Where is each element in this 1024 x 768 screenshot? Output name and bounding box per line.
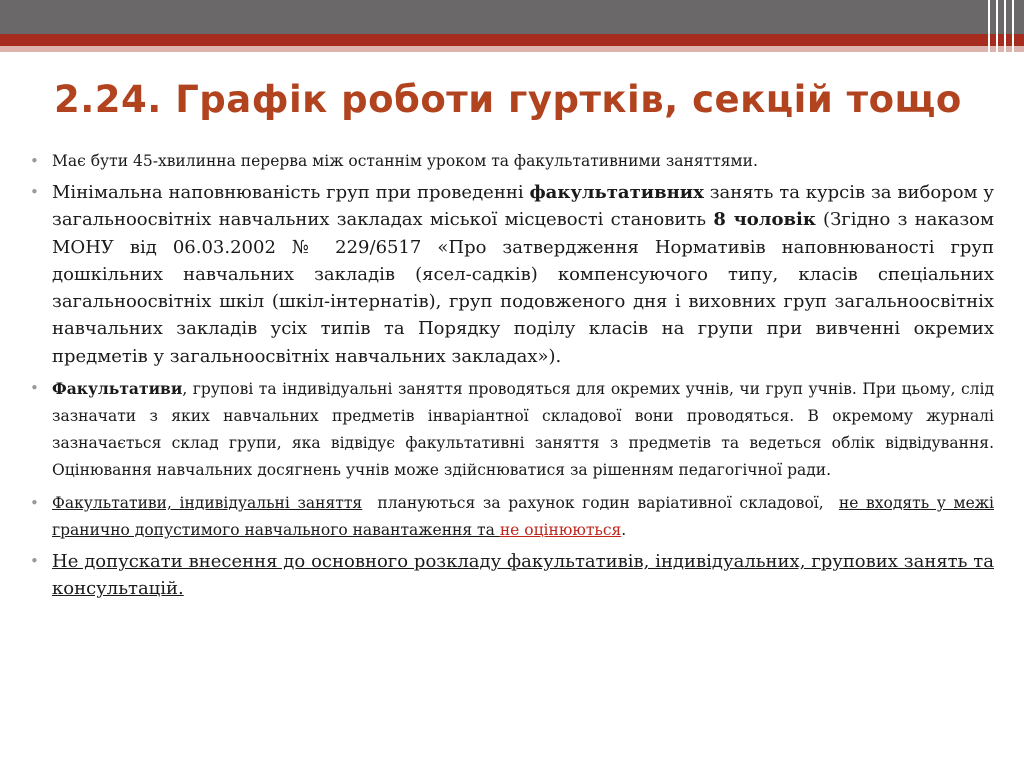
bullet-icon: •	[30, 152, 39, 170]
bullet-text-part: Мінімальна наповнюваність груп при проведенні	[52, 182, 530, 203]
bullet-text-part: .	[621, 521, 627, 540]
bullet-text-part: (Згідно з наказом МОНУ від 06.03.2002 № 229/6517 «Про затвердження Нормативів наповнюваності груп дошкільних навчальних закладів (ясел-садків) компенсуючого типу, класів спеціальних загальноосвітніх шкіл (шкіл-інтернатів), груп подовженого дня і виховних груп загальноосвітніх навчальних закладів усіх типів та Порядку поділу класів на групи при вивченні окремих предметів у загальноосвітніх навчальних закладах»).	[52, 209, 994, 367]
bullet-text-bold: 8 чоловік	[713, 209, 816, 231]
bullet-item-3	[30, 375, 994, 484]
bullet-text-underlined: Факультативи, індивідуальні заняття	[52, 494, 363, 513]
bullet-text: Має бути 45-хвилинна перерва між останнім уроком та факультативними заняттями.	[52, 152, 758, 170]
bullet-text-underlined: Не допускати внесення до основного розкладу факультативів, індивідуальних, групових занять та консультацій.	[52, 551, 994, 600]
bullet-text-part: , групові та індивідуальні заняття проводяться для окремих учнів, чи груп учнів. При цьому, слід зазначати з яких навчальних предметів інваріантної складової вони проводяться. В окремому журналі зазначається склад групи, яка відвідує факультативні заняття з предметів та ведеться облік відвідування. Оцінювання навчальних досягнень учнів може здійснюватися за рішенням педагогічної ради.	[52, 380, 994, 480]
bullet-icon: •	[30, 494, 39, 513]
bullet-text-underlined: не входять у межі гранично допустимого навчального навантаження та	[52, 494, 994, 540]
bullet-text-bold: факультативних	[529, 182, 704, 203]
accent-band	[0, 34, 1024, 46]
bullet-item-4	[30, 490, 994, 544]
bullet-icon: •	[30, 183, 39, 201]
bullet-text-part: плануються за рахунок годин варіативної складової,	[362, 494, 839, 513]
bullet-item-2	[30, 179, 994, 370]
bullet-item-5	[30, 548, 994, 603]
header-band	[0, 0, 1024, 34]
bullet-item-1	[30, 148, 994, 175]
accent-band-light	[0, 46, 1024, 52]
bullet-icon: •	[30, 552, 39, 571]
bullet-text-bold: Факультативи	[52, 379, 183, 399]
bullet-text-highlight: не оцінюються	[499, 521, 622, 540]
decorative-stripes	[988, 0, 1014, 68]
bullet-text-part: занять та курсів за вибором у загальноосвітніх навчальних закладах міської місцевості становить	[52, 182, 994, 231]
bullet-list	[30, 148, 994, 603]
slide-title: 2.24. Графік роботи гуртків, секцій тощо	[54, 78, 962, 121]
bullet-icon: •	[30, 379, 39, 398]
